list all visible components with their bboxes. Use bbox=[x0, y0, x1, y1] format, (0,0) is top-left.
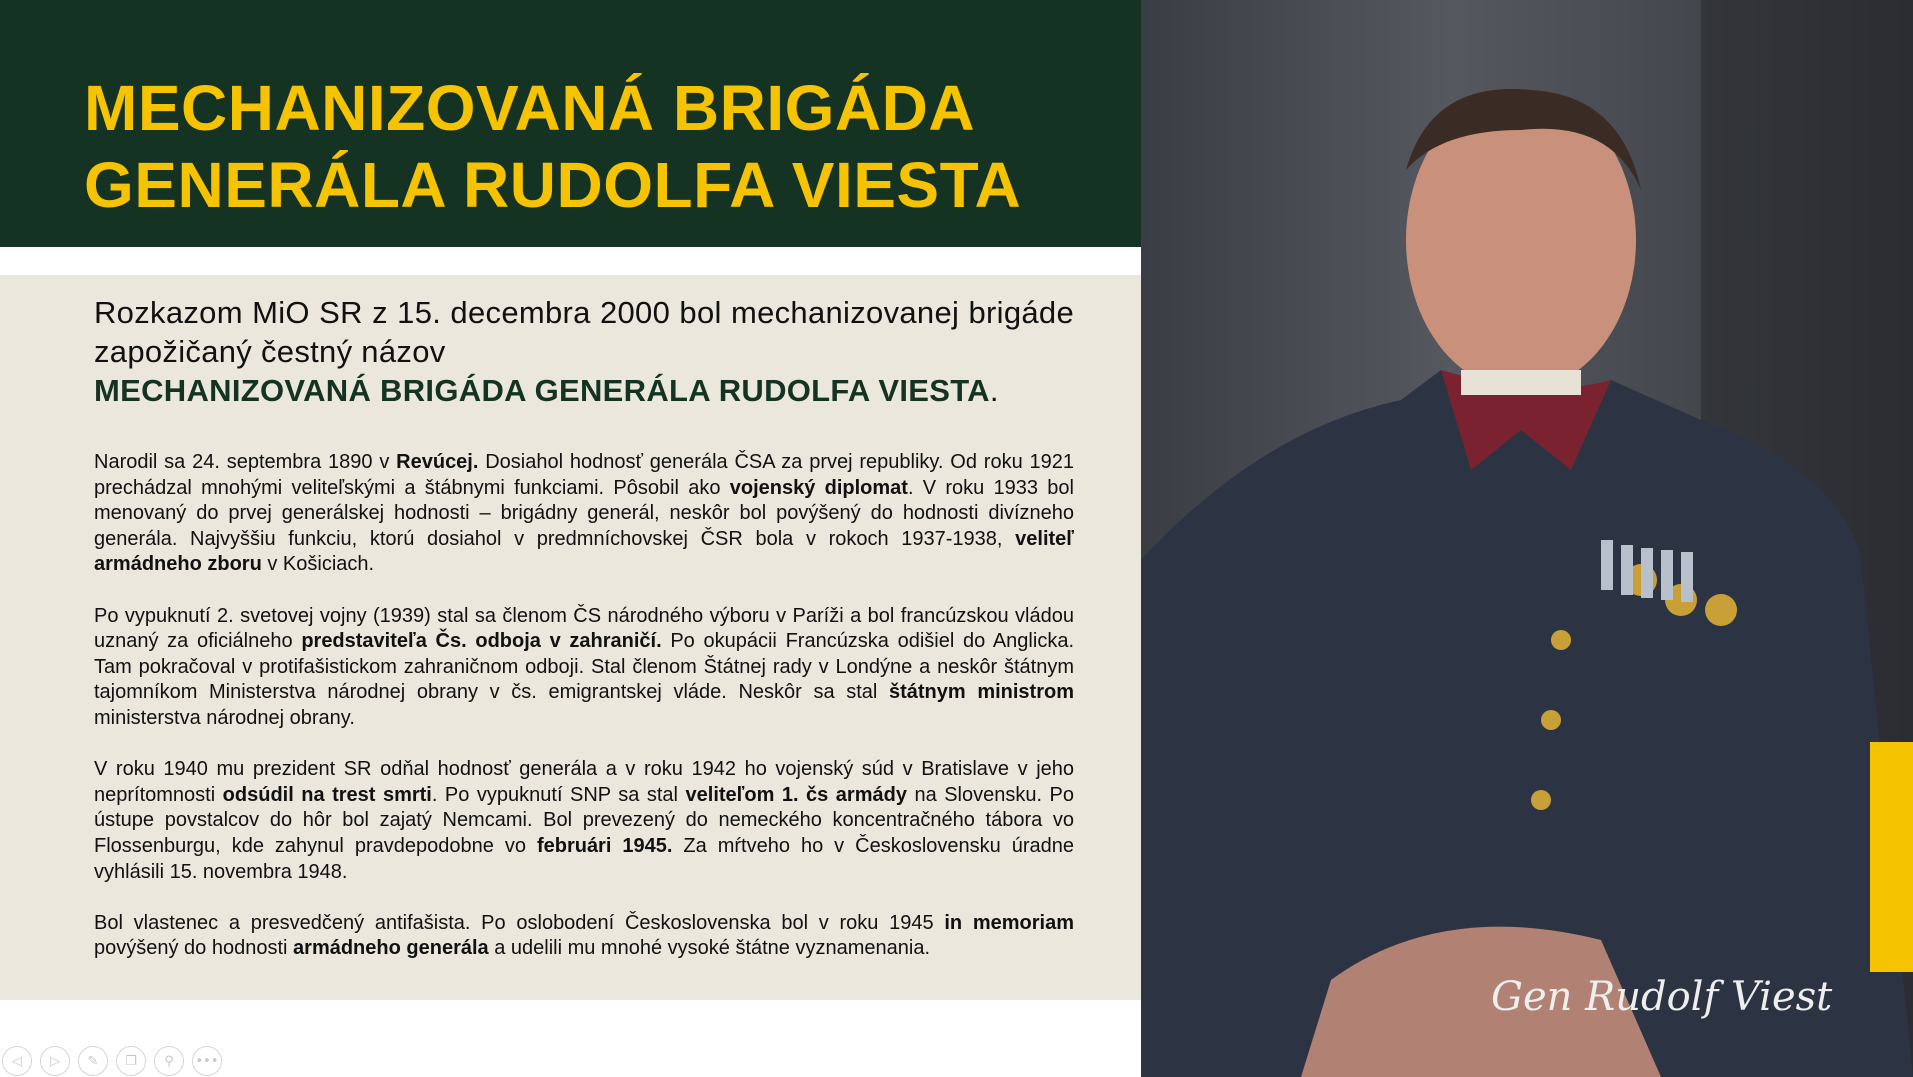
biography-paragraph-4 bbox=[94, 911, 1074, 962]
bold-text: odsúdil na trest smrti bbox=[222, 783, 432, 806]
bold-text: Revúcej. bbox=[396, 451, 479, 473]
portrait-photo bbox=[1141, 0, 1913, 1077]
next-slide-icon: ▷ bbox=[50, 1053, 60, 1069]
text-run: Narodil sa 24. septembra 1890 v bbox=[94, 451, 397, 473]
intro-end: . bbox=[989, 373, 999, 408]
text-run: Bol vlastenec a presvedčený antifašista. Po oslobodení Československa bol v roku 1945 bbox=[94, 911, 945, 934]
text-run: povýšený do hodnosti bbox=[94, 937, 294, 960]
bold-text: predstaviteľa Čs. odboja v zahraničí. bbox=[301, 630, 662, 653]
signature: Gen Rudolf Viest bbox=[1491, 974, 1833, 1020]
slide-title bbox=[84, 70, 1021, 224]
slides-overview-button[interactable] bbox=[116, 1046, 146, 1076]
text-run: . V roku 1933 bol menovaný do prvej generálskej hodnosti – brigádny generál, neskôr bol povýšený do hodnosti divízneho generála. Najvyššiu funkciu, ktorú dosiahol v predmníchovskej ČSR bola v rokoch 1937-1938, bbox=[94, 476, 1074, 550]
text-run: v Košiciach. bbox=[261, 553, 375, 576]
portrait-illustration bbox=[1141, 0, 1913, 1077]
bold-text: armádneho generála bbox=[293, 937, 489, 960]
title-line-2: GENERÁLA RUDOLFA VIESTA bbox=[84, 149, 1022, 221]
text-run: Za mŕtveho ho v Československu úradne vyhlásili 15. novembra 1948. bbox=[94, 834, 1075, 883]
presentation-controls bbox=[2, 1046, 222, 1076]
text-run: Po okupácii Francúzska odišiel do Anglicka. Tam pokračoval v protifašistickom zahraničnom odboji. Stal členom Štátnej rady v Londýne a neskôr štátnym tajomníkom Ministerstva národnej obrany v čs. emigrantskej vláde. Neskôr sa stal bbox=[94, 630, 1074, 704]
bold-text: februári 1945. bbox=[536, 834, 673, 857]
pen-button[interactable] bbox=[78, 1046, 108, 1076]
zoom-icon: ⚲ bbox=[164, 1053, 174, 1069]
biography-paragraph-3 bbox=[94, 757, 1074, 885]
slides-overview-icon: ❐ bbox=[125, 1053, 137, 1069]
intro-sentence: Rozkazom MiO SR z 15. decembra 2000 bol mechanizovanej brigáde zapožičaný čestný názov bbox=[94, 295, 1074, 369]
text-run: Dosiahol hodnosť generála ČSA za prvej republiky. Od roku 1921 prechádzal mnohými veliteľskými a štábnymi funkciami. Pôsobil ako bbox=[94, 451, 1075, 499]
title-banner bbox=[0, 0, 1141, 247]
biography-text bbox=[94, 450, 1074, 987]
intro-text bbox=[94, 293, 1074, 410]
bold-text: veliteľ armádneho zboru bbox=[94, 527, 1074, 576]
text-run: . Po vypuknutí SNP sa stal bbox=[431, 783, 686, 806]
text-run: ministerstva národnej obrany. bbox=[94, 706, 355, 729]
biography-paragraph-1 bbox=[94, 450, 1074, 578]
text-run: a udelili mu mnohé vysoké štátne vyznamenania. bbox=[488, 937, 931, 960]
pen-icon: ✎ bbox=[87, 1053, 99, 1069]
intro-brigade-name: MECHANIZOVANÁ BRIGÁDA GENERÁLA RUDOLFA VIESTA bbox=[94, 373, 990, 408]
yellow-accent-bar bbox=[1870, 742, 1913, 972]
more-options-button[interactable] bbox=[192, 1046, 222, 1076]
bold-text: vojenský diplomat bbox=[729, 476, 908, 499]
title-line-1: MECHANIZOVANÁ BRIGÁDA bbox=[84, 72, 976, 144]
more-options-icon: ••• bbox=[195, 1053, 219, 1069]
bold-text: veliteľom 1. čs armády bbox=[685, 783, 907, 806]
bold-text: štátnym ministrom bbox=[888, 681, 1074, 704]
zoom-button[interactable] bbox=[154, 1046, 184, 1076]
previous-slide-button[interactable] bbox=[2, 1046, 32, 1076]
previous-slide-icon: ◁ bbox=[12, 1053, 22, 1069]
biography-paragraph-2 bbox=[94, 604, 1074, 732]
next-slide-button[interactable] bbox=[40, 1046, 70, 1076]
bold-text: in memoriam bbox=[944, 911, 1075, 934]
text-run: Po vypuknutí 2. svetovej vojny (1939) stal sa členom ČS národného výboru v Paríži a bol francúzskou vládou uznaný za oficiálneho bbox=[94, 604, 1074, 653]
text-run: V roku 1940 mu prezident SR odňal hodnosť generála a v roku 1942 ho vojenský súd v Bratislave v jeho neprítomnosti bbox=[94, 758, 1074, 806]
text-run: na Slovensku. Po ústupe povstalcov do hôr bol zajatý Nemcami. Bol prevezený do nemeckého koncentračného tábora vo Flossenburgu, kde zahynul pravdepodobne vo bbox=[94, 783, 1074, 857]
